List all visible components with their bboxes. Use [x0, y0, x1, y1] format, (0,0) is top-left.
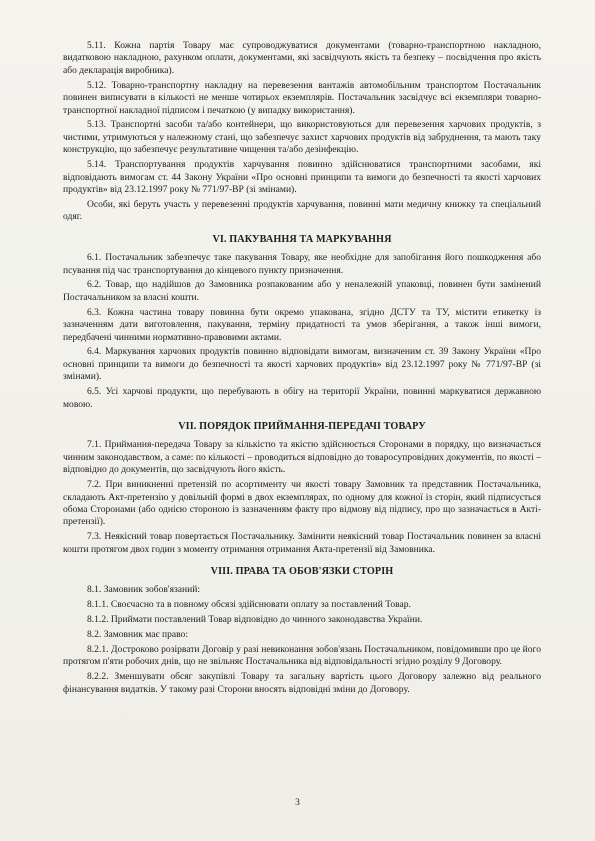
paragraph: 8.2.2. Зменшувати обсяг закупівлі Товару та загальну вартість цього Договору залежно від реального фінансування видатків. У такому разі Сторони вносять відповідні зміни до Договору.	[63, 671, 541, 695]
paragraph: 8.1.1. Своєчасно та в повному обсязі здійснювати оплату за поставлений Товар.	[87, 599, 411, 611]
paragraph: 7.3. Неякісний товар повертається Постачальнику. Замінити неякісний товар Постачальник повинен за власні кошти протягом двох годин з моменту отримання отримання Акта-претензії від Замовника.	[63, 531, 541, 555]
paragraph: 8.2. Замовник має право:	[87, 629, 188, 641]
paragraph: 8.1.2. Приймати поставлений Товар відповідно до чинного законодавства України.	[87, 614, 423, 626]
paragraph: Особи, які беруть участь у перевезенні продуктів харчування, повинні мати медичну книжку та спеціальний одяг.	[63, 198, 541, 223]
paragraph: 8.2.1. Достроково розірвати Договір у разі невиконання зобов'язань Постачальником, повідомивши про це його протягом п'яти робочих днів, що не звільняє Постачальника від відповідальності згідно розділу 9 Договору.	[63, 644, 541, 668]
paragraph: 6.2. Товар, що надійшов до Замовника розпакованим або у неналежній упаковці, повинен бути замінений Постачальником за власні кошти.	[63, 279, 541, 303]
paragraph: 7.2. При виникненні претензій по асортименту чи якості товару Замовник та представник Постачальника, складають Акт-претензію у довільній формі в двох екземплярах, по одному для кожної із сторін, який підписується обома Сторонами (або однією стороною із зазначенням факту про відмову від підпису, про що зазначається в Акті-претензії).	[63, 479, 541, 528]
paragraph: 7.1. Приймання-передача Товару за кількістю та якістю здійснюється Сторонами в порядку, що визначається чинним законодавством, а саме: по кількості – проводиться відповідно до товаросупровідних документів, по якості – відповідно до документів, що засвідчують його якість.	[63, 439, 541, 476]
document-body	[63, 40, 541, 699]
paragraph: 5.14. Транспортування продуктів харчування повинно здійснюватися транспортними засобами, які відповідають вимогам ст. 44 Закону України «Про основні принципи та вимоги до безпечності та якості харчових продуктів» від 23.12.1997 року № 771/97-ВР (зі змінами).	[63, 159, 541, 195]
paragraph: 5.13. Транспортні засоби та/або контейнери, що використовуються для перевезення харчових продуктів, з чистими, утримуються у належному стані, що забезпечує захист харчових продуктів від забруднення, та мають таку конструкцію, що забезпечує результативне чищення та/або дезінфекцію.	[63, 119, 541, 156]
paragraph: 6.5. Усі харчові продукти, що перебувають в обігу на території України, повинні маркуватися державною мовою.	[63, 386, 541, 410]
paragraph: 5.12. Товарно-транспортну накладну на перевезення вантажів автомобільним транспортом Постачальник повинен виписувати в кількості не менше чотирьох екземплярів. Постачальник засвідчує всі екземпляри товарно-транспортної накладної підписом і печаткою (у випадку використання).	[63, 79, 541, 116]
section-heading: VIII. ПРАВА ТА ОБОВ'ЯЗКИ СТОРІН	[210, 566, 394, 578]
section-heading: VI. ПАКУВАННЯ ТА МАРКУВАННЯ	[212, 233, 392, 245]
paragraph: 6.4. Маркування харчових продуктів повинно відповідати вимогам, визначеним ст. 39 Закону України «Про основні принципи та вимоги до безпечності та якості харчових продуктів» від 23.12.1997 року № 771/97-ВР (зі змінами).	[63, 346, 541, 383]
section-heading: VII. ПОРЯДОК ПРИЙМАННЯ-ПЕРЕДАЧІ ТОВАРУ	[178, 420, 426, 432]
page-number: 3	[295, 798, 300, 808]
paragraph: 6.3. Кожна частина товару повинна бути окремо упакована, згідно ДСТУ та ТУ, містити етикетку із зазначенням дати виготовлення, пакування, терміну придатності та умов зберігання, а також інші вимоги, передбачені чинними нормативно-правовими актами.	[63, 306, 541, 343]
paragraph: 8.1. Замовник зобов'язаний:	[87, 584, 201, 596]
paragraph: 5.11. Кожна партія Товару має супроводжуватися документами (товарно-транспортною накладною, видатковою накладною, рахунком оплати, документами, які засвідчують якість та безпеку – посвідчення про якість або декларація виробника).	[63, 40, 541, 76]
paragraph: 6.1. Постачальник забезпечує таке пакування Товару, яке необхідне для запобігання його пошкодження або псування під час транспортування до кінцевого пункту призначення.	[63, 252, 541, 276]
